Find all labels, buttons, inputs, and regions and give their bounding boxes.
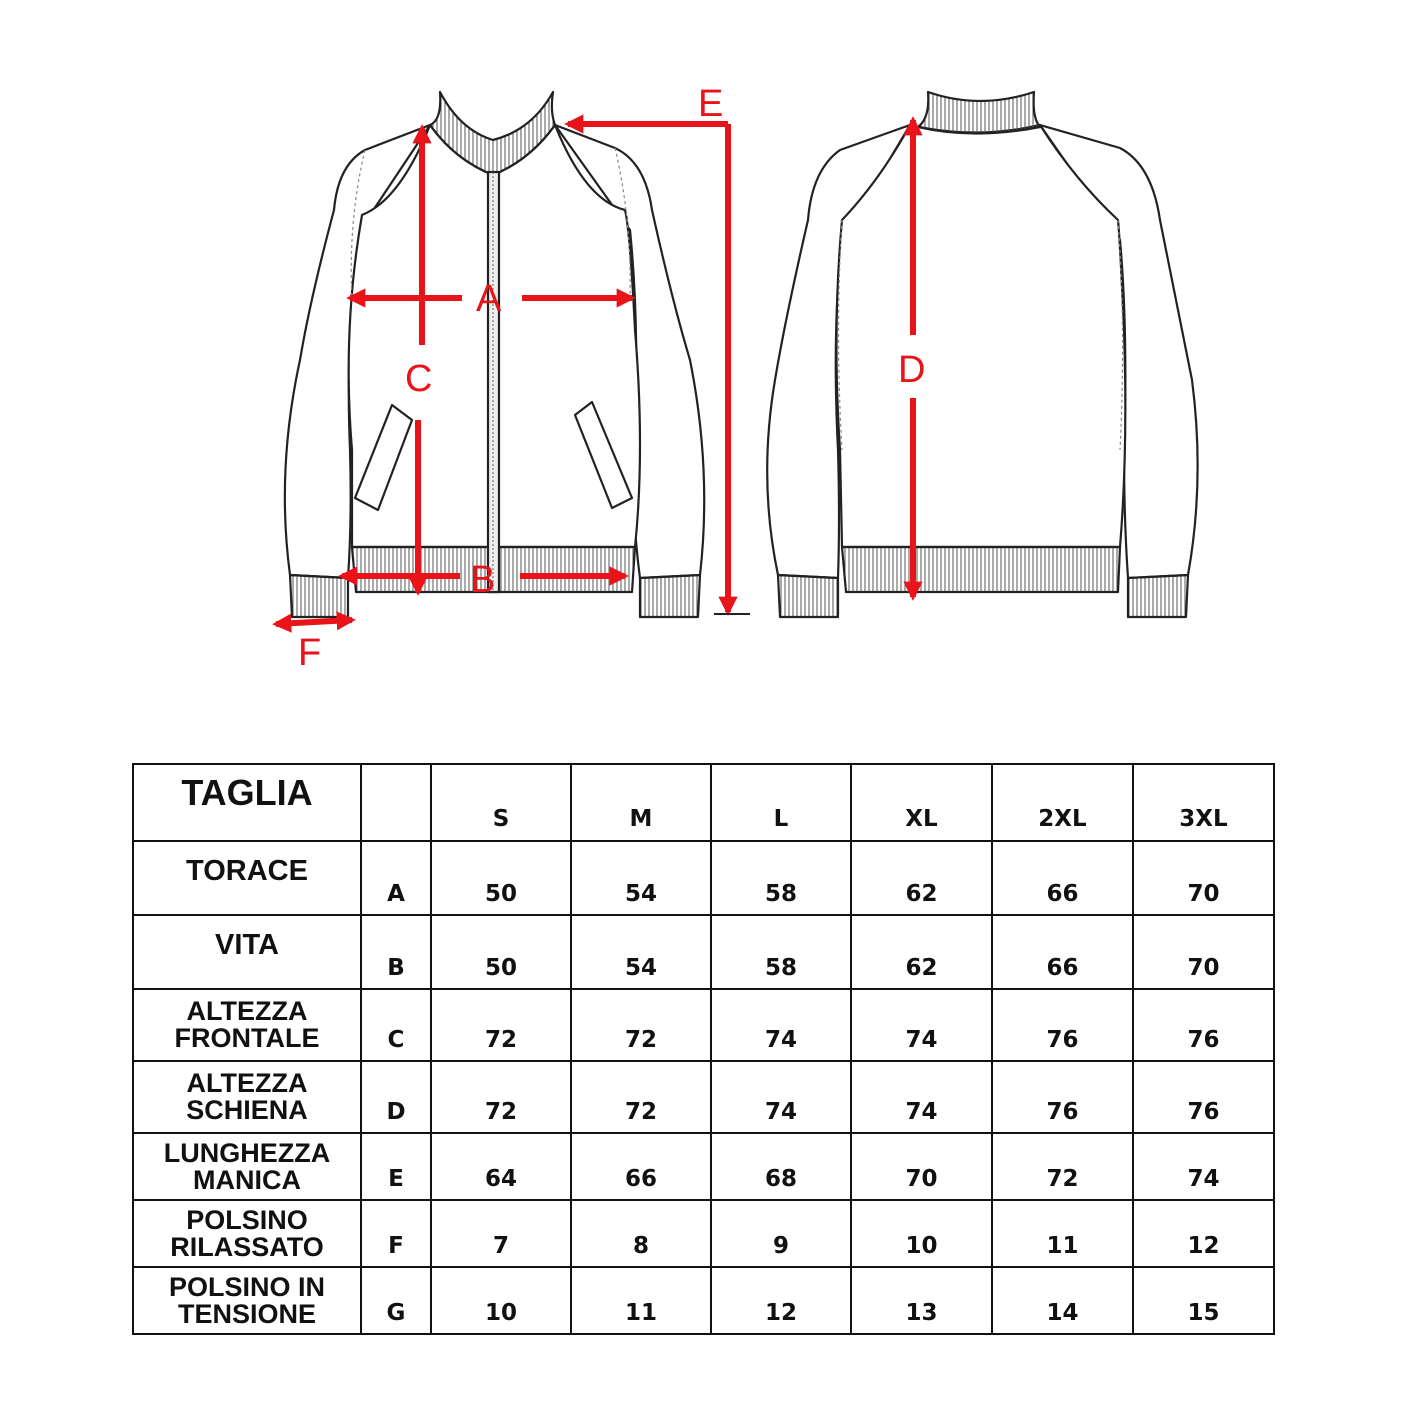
back-hem — [842, 547, 1120, 592]
table-row — [133, 1200, 1274, 1267]
row-value: 66 — [992, 841, 1133, 915]
header-title: TAGLIA — [133, 764, 361, 841]
label-b: B — [470, 559, 496, 601]
row-value: 10 — [851, 1200, 992, 1267]
row-name: TORACE — [133, 841, 361, 915]
front-left-cuff — [290, 575, 348, 617]
row-name: ALTEZZA FRONTALE — [133, 989, 361, 1061]
row-value: 54 — [571, 841, 711, 915]
arrow-f — [276, 620, 352, 624]
row-value: 74 — [1133, 1133, 1274, 1200]
row-value: 72 — [571, 1061, 711, 1133]
row-value: 70 — [851, 1133, 992, 1200]
row-code: F — [361, 1200, 431, 1267]
size-header: XL — [851, 764, 992, 841]
row-code: A — [361, 841, 431, 915]
row-code: E — [361, 1133, 431, 1200]
row-value: 8 — [571, 1200, 711, 1267]
row-value: 72 — [992, 1133, 1133, 1200]
row-value: 72 — [431, 1061, 571, 1133]
row-value: 66 — [571, 1133, 711, 1200]
size-header: M — [571, 764, 711, 841]
row-name: VITA — [133, 915, 361, 989]
size-header: S — [431, 764, 571, 841]
row-name: LUNGHEZZA MANICA — [133, 1133, 361, 1200]
row-name: ALTEZZA SCHIENA — [133, 1061, 361, 1133]
row-value: 74 — [851, 1061, 992, 1133]
row-code: C — [361, 989, 431, 1061]
row-name: POLSINO IN TENSIONE — [133, 1267, 361, 1334]
table-header-row — [133, 764, 1274, 841]
label-f: F — [298, 632, 322, 674]
row-value: 72 — [571, 989, 711, 1061]
row-value: 68 — [711, 1133, 851, 1200]
label-e: E — [698, 83, 724, 125]
size-chart-table — [132, 763, 1275, 1335]
back-right-cuff — [1128, 575, 1188, 617]
back-collar — [918, 92, 1040, 134]
header-code-cell — [361, 764, 431, 841]
row-name: POLSINO RILASSATO — [133, 1200, 361, 1267]
row-value: 11 — [571, 1267, 711, 1334]
table-row — [133, 1267, 1274, 1334]
row-value: 76 — [1133, 989, 1274, 1061]
front-right-cuff — [640, 575, 700, 617]
row-code: G — [361, 1267, 431, 1334]
table-row — [133, 1133, 1274, 1200]
row-value: 14 — [992, 1267, 1133, 1334]
row-value: 12 — [1133, 1200, 1274, 1267]
row-value: 62 — [851, 915, 992, 989]
size-header: L — [711, 764, 851, 841]
row-value: 9 — [711, 1200, 851, 1267]
row-code: D — [361, 1061, 431, 1133]
back-body — [836, 125, 1125, 547]
row-value: 76 — [992, 1061, 1133, 1133]
row-value: 76 — [1133, 1061, 1274, 1133]
label-d: D — [898, 349, 926, 391]
row-value: 15 — [1133, 1267, 1274, 1334]
jacket-back-view — [767, 92, 1197, 617]
jacket-front-view — [285, 92, 704, 617]
jacket-diagram — [0, 0, 1406, 700]
row-value: 50 — [431, 841, 571, 915]
size-header: 2XL — [992, 764, 1133, 841]
row-value: 11 — [992, 1200, 1133, 1267]
row-value: 58 — [711, 915, 851, 989]
row-value: 74 — [851, 989, 992, 1061]
label-c: C — [405, 358, 433, 400]
row-value: 72 — [431, 989, 571, 1061]
row-value: 74 — [711, 989, 851, 1061]
row-value: 74 — [711, 1061, 851, 1133]
table-row — [133, 915, 1274, 989]
row-value: 70 — [1133, 841, 1274, 915]
back-left-cuff — [778, 575, 838, 617]
row-value: 10 — [431, 1267, 571, 1334]
size-header: 3XL — [1133, 764, 1274, 841]
label-a: A — [476, 278, 502, 320]
row-value: 7 — [431, 1200, 571, 1267]
row-value: 54 — [571, 915, 711, 989]
table-row — [133, 1061, 1274, 1133]
row-value: 70 — [1133, 915, 1274, 989]
row-code: B — [361, 915, 431, 989]
row-value: 12 — [711, 1267, 851, 1334]
row-value: 50 — [431, 915, 571, 989]
table-row — [133, 841, 1274, 915]
row-value: 76 — [992, 989, 1133, 1061]
row-value: 66 — [992, 915, 1133, 989]
row-value: 13 — [851, 1267, 992, 1334]
row-value: 64 — [431, 1133, 571, 1200]
row-value: 62 — [851, 841, 992, 915]
row-value: 58 — [711, 841, 851, 915]
table-row — [133, 989, 1274, 1061]
